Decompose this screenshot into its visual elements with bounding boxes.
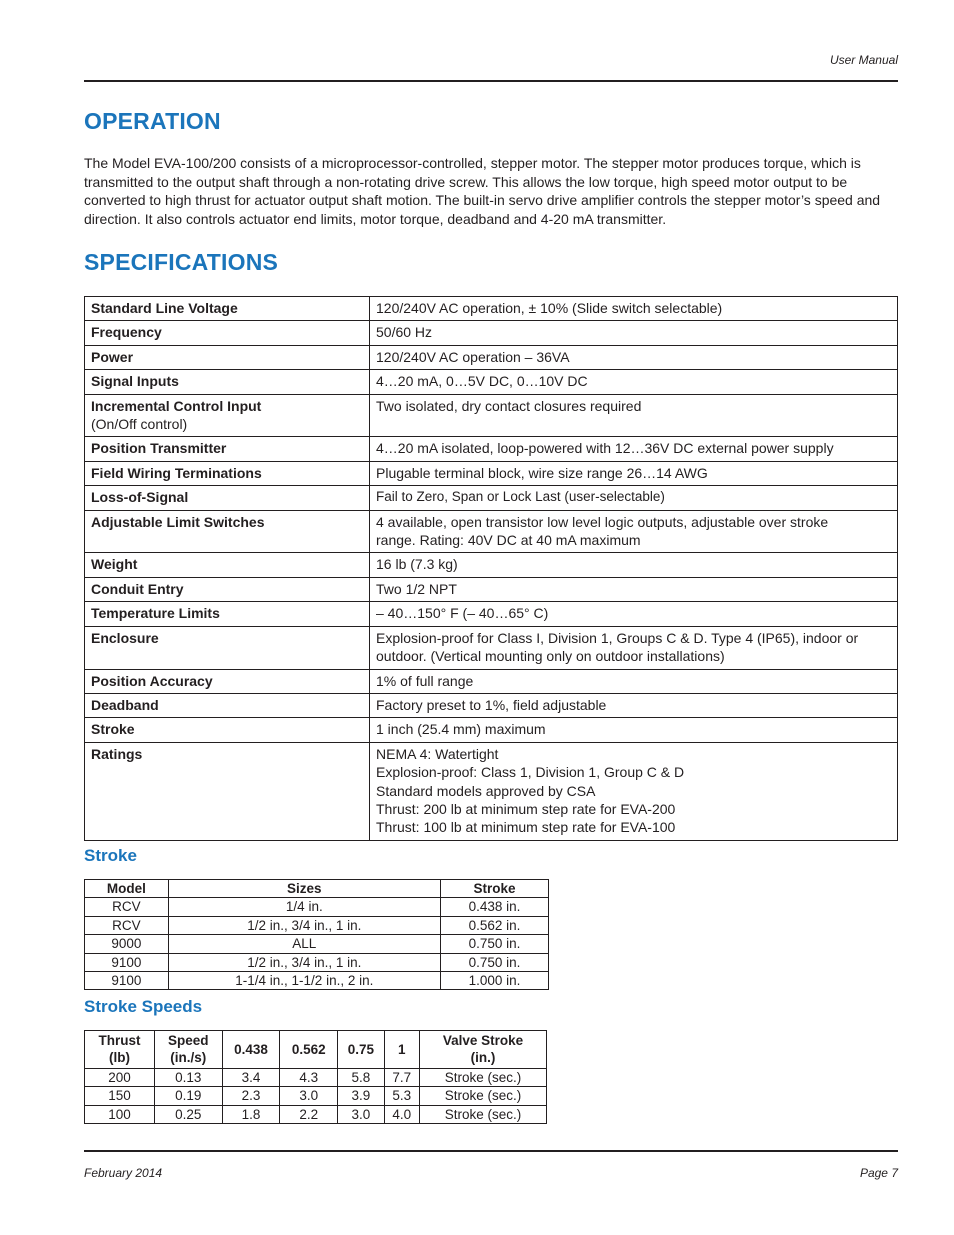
stroke-cell: 0.438 in. [440,898,548,916]
stroke-row [85,898,549,916]
spec-value-line: Explosion-proof for Class I, Division 1, Groups C & D. Type 4 (IP65), indoor or [376,629,859,646]
spec-row [85,486,898,510]
speed-cell: 3.0 [338,1105,385,1123]
spec-value-line: Plugable terminal block, wire size range 26…14 AWG [376,464,708,481]
spec-value-line: Factory preset to 1%, field adjustable [376,696,607,713]
speed-cell: 150 [85,1087,155,1105]
spec-label: Loss-of-Signal [91,489,189,506]
stroke-row [85,935,549,953]
stroke-row [85,953,549,971]
speed-cell: Stroke (sec.) [419,1087,546,1105]
speed-cell: 2.3 [222,1087,280,1105]
spec-value-line: Explosion-proof: Class 1, Division 1, Group C & D [376,764,685,781]
speed-cell: 200 [85,1068,155,1086]
spec-value-line: Thrust: 100 lb at minimum step rate for EVA-100 [376,819,676,836]
stroke-cell: 1/4 in. [168,898,440,916]
speed-row [85,1068,547,1086]
stroke-cell: 1/2 in., 3/4 in., 1 in. [168,916,440,934]
spec-row [85,669,898,693]
speed-header-line: (in.) [470,1050,496,1066]
spec-value-cell [370,693,898,717]
speed-cell: Stroke (sec.) [419,1105,546,1123]
stroke-cell: 9100 [85,953,169,971]
speed-header-line: 0.562 [291,1041,326,1057]
footer-page-number: Page 7 [859,1166,898,1180]
stroke-column-header: Model [85,880,169,898]
operation-heading: OPERATION [84,108,221,134]
spec-value-line: 120/240V AC operation, ± 10% (Slide switch selectable) [376,300,723,316]
spec-value-line: range. Rating: 40V DC at 40 mA maximum [376,532,641,549]
spec-row [85,693,898,717]
spec-row [85,602,898,626]
spec-value-cell [370,577,898,601]
speed-cell: 1.8 [222,1105,280,1123]
spec-value-line: Thrust: 200 lb at minimum step rate for EVA-200 [376,800,676,817]
spec-value-line: outdoor. (Vertical mounting only on outdoor installations) [376,648,725,665]
speed-header-line: Thrust [98,1033,141,1048]
spec-value-cell [370,742,898,840]
speed-row [85,1105,547,1123]
spec-label-cell [85,437,370,461]
spec-value-line: 16 lb (7.3 kg) [376,556,458,573]
speed-cell: 2.2 [280,1105,338,1123]
spec-value-cell [370,297,898,321]
spec-label-cell [85,718,370,742]
spec-label-cell [85,626,370,669]
speed-cell: 7.7 [384,1068,419,1086]
speed-cell: 4.3 [280,1068,338,1086]
spec-row [85,626,898,669]
spec-label-cell [85,461,370,485]
spec-value-line: Standard models approved by CSA [376,782,596,799]
stroke-cell: 0.750 in. [440,953,548,971]
operation-paragraph: The Model EVA-100/200 consists of a microprocessor-controlled, stepper motor. The stepper motor produces torque, which is transmitted to the output shaft through a non-rotating drive screw. This allows the low torque, high speed motor output to be converted to high thrust for actuator output shaft motion. The built-in servo drive amplifier controls the stepper motor’s speed and direction. It also controls actuator end limits, motor torque, deadband and 4-20 mA transmitter. [84,155,881,227]
spec-value-line: Fail to Zero, Span or Lock Last (user-selectable) [376,489,665,505]
spec-label-cell [85,669,370,693]
spec-label: Signal Inputs [91,373,179,390]
spec-row [85,345,898,369]
spec-value-line: NEMA 4: Watertight [376,745,499,762]
spec-value-cell [370,553,898,577]
speed-cell: 5.3 [384,1087,419,1105]
spec-label: Position Accuracy [91,672,213,689]
spec-value-cell [370,437,898,461]
spec-label: Weight [91,556,138,573]
spec-row [85,742,898,840]
spec-label-cell [85,602,370,626]
spec-row [85,461,898,485]
spec-label: Adjustable Limit Switches [91,513,265,530]
speed-column-header [338,1031,385,1069]
stroke-speeds-table [84,1030,547,1124]
speed-column-header [280,1031,338,1069]
footer-rule [84,1150,898,1152]
stroke-cell: RCV [85,898,169,916]
spec-value-line: Two isolated, dry contact closures required [376,397,642,414]
spec-value-line: – 40…150° F (– 40…65° C) [376,605,549,622]
spec-label-cell [85,297,370,321]
stroke-cell: RCV [85,916,169,934]
spec-label: Temperature Limits [91,605,220,622]
spec-value-cell [370,394,898,437]
footer-date: February 2014 [84,1166,163,1180]
spec-value-line: 4…20 mA, 0…5V DC, 0…10V DC [376,373,588,390]
speed-column-header [85,1031,155,1069]
spec-row [85,553,898,577]
stroke-row [85,972,549,990]
stroke-cell: 0.562 in. [440,916,548,934]
speed-column-header [154,1031,222,1069]
stroke-cell: 1.000 in. [440,972,548,990]
spec-value-cell [370,669,898,693]
speed-column-header [419,1031,546,1069]
speed-header-line: 0.75 [347,1041,374,1057]
spec-row [85,510,898,553]
header-rule [84,80,898,82]
spec-label: Enclosure [91,629,159,646]
specifications-table [84,296,898,841]
spec-label-cell [85,486,370,510]
speed-cell: 4.0 [384,1105,419,1123]
speed-cell: 3.0 [280,1087,338,1105]
spec-row [85,370,898,394]
spec-label-cell [85,693,370,717]
spec-row [85,437,898,461]
stroke-column-header: Stroke [440,880,548,898]
spec-value-line: Two 1/2 NPT [376,580,457,597]
spec-label-cell [85,742,370,840]
speed-header-line: (lb) [108,1050,130,1066]
spec-value-cell [370,345,898,369]
spec-value-cell [370,510,898,553]
spec-label-note: (On/Off control) [91,416,188,433]
spec-value-line: 4 available, open transistor low level logic outputs, adjustable over stroke [376,513,829,530]
speed-cell: 5.8 [338,1068,385,1086]
spec-value-cell [370,370,898,394]
spec-label-cell [85,394,370,437]
spec-row [85,577,898,601]
spec-value-cell [370,321,898,345]
spec-row [85,321,898,345]
stroke-column-header: Sizes [168,880,440,898]
stroke-cell: ALL [168,935,440,953]
speed-header-line: 0.438 [234,1041,268,1057]
speed-header-line: Speed [168,1033,209,1048]
speed-cell: 0.25 [154,1105,222,1123]
stroke-table [84,879,549,990]
stroke-cell: 9100 [85,972,169,990]
spec-label-cell [85,553,370,577]
spec-label: Field Wiring Terminations [91,464,262,481]
spec-label: Ratings [91,745,143,762]
spec-label: Conduit Entry [91,580,184,597]
spec-label: Stroke [91,721,135,738]
spec-label-cell [85,577,370,601]
spec-label-cell [85,510,370,553]
spec-value-line: 1% of full range [376,672,474,689]
speed-cell: 0.13 [154,1068,222,1086]
speed-cell: 0.19 [154,1087,222,1105]
spec-value-cell [370,626,898,669]
stroke-heading: Stroke [84,846,137,865]
stroke-speeds-heading: Stroke Speeds [84,997,203,1016]
spec-value-line: 4…20 mA isolated, loop-powered with 12…36V DC external power supply [376,440,834,457]
spec-label-cell [85,321,370,345]
stroke-cell: 9000 [85,935,169,953]
spec-value-cell [370,602,898,626]
speed-header-line: Valve Stroke [442,1033,524,1048]
speed-cell: 3.4 [222,1068,280,1086]
speed-cell: 100 [85,1105,155,1123]
spec-value-cell [370,461,898,485]
spec-label: Frequency [91,324,162,341]
stroke-row [85,916,549,934]
speed-cell: Stroke (sec.) [419,1068,546,1086]
spec-value-cell [370,486,898,510]
stroke-cell: 1/2 in., 3/4 in., 1 in. [168,953,440,971]
spec-label-cell [85,345,370,369]
spec-value-line: 50/60 Hz [376,324,433,341]
spec-row [85,718,898,742]
speed-column-header [222,1031,280,1069]
spec-value-line: 120/240V AC operation – 36VA [376,348,570,365]
stroke-cell: 1-1/4 in., 1-1/2 in., 2 in. [168,972,440,990]
spec-value-cell [370,718,898,742]
specifications-heading: SPECIFICATIONS [84,249,279,275]
spec-value-line: 1 inch (25.4 mm) maximum [376,721,546,738]
speed-header-line: 1 [398,1041,406,1057]
spec-label: Power [91,348,134,365]
spec-label: Incremental Control Input [91,397,262,414]
speed-cell: 3.9 [338,1087,385,1105]
spec-label: Standard Line Voltage [91,300,238,316]
speed-column-header [384,1031,419,1069]
stroke-cell: 0.750 in. [440,935,548,953]
spec-label-cell [85,370,370,394]
spec-row [85,297,898,321]
speed-header-line: (in./s) [170,1050,207,1066]
speed-row [85,1087,547,1105]
running-header: User Manual [829,53,898,67]
spec-label: Deadband [91,696,159,713]
spec-label: Position Transmitter [91,440,227,457]
spec-row [85,394,898,437]
